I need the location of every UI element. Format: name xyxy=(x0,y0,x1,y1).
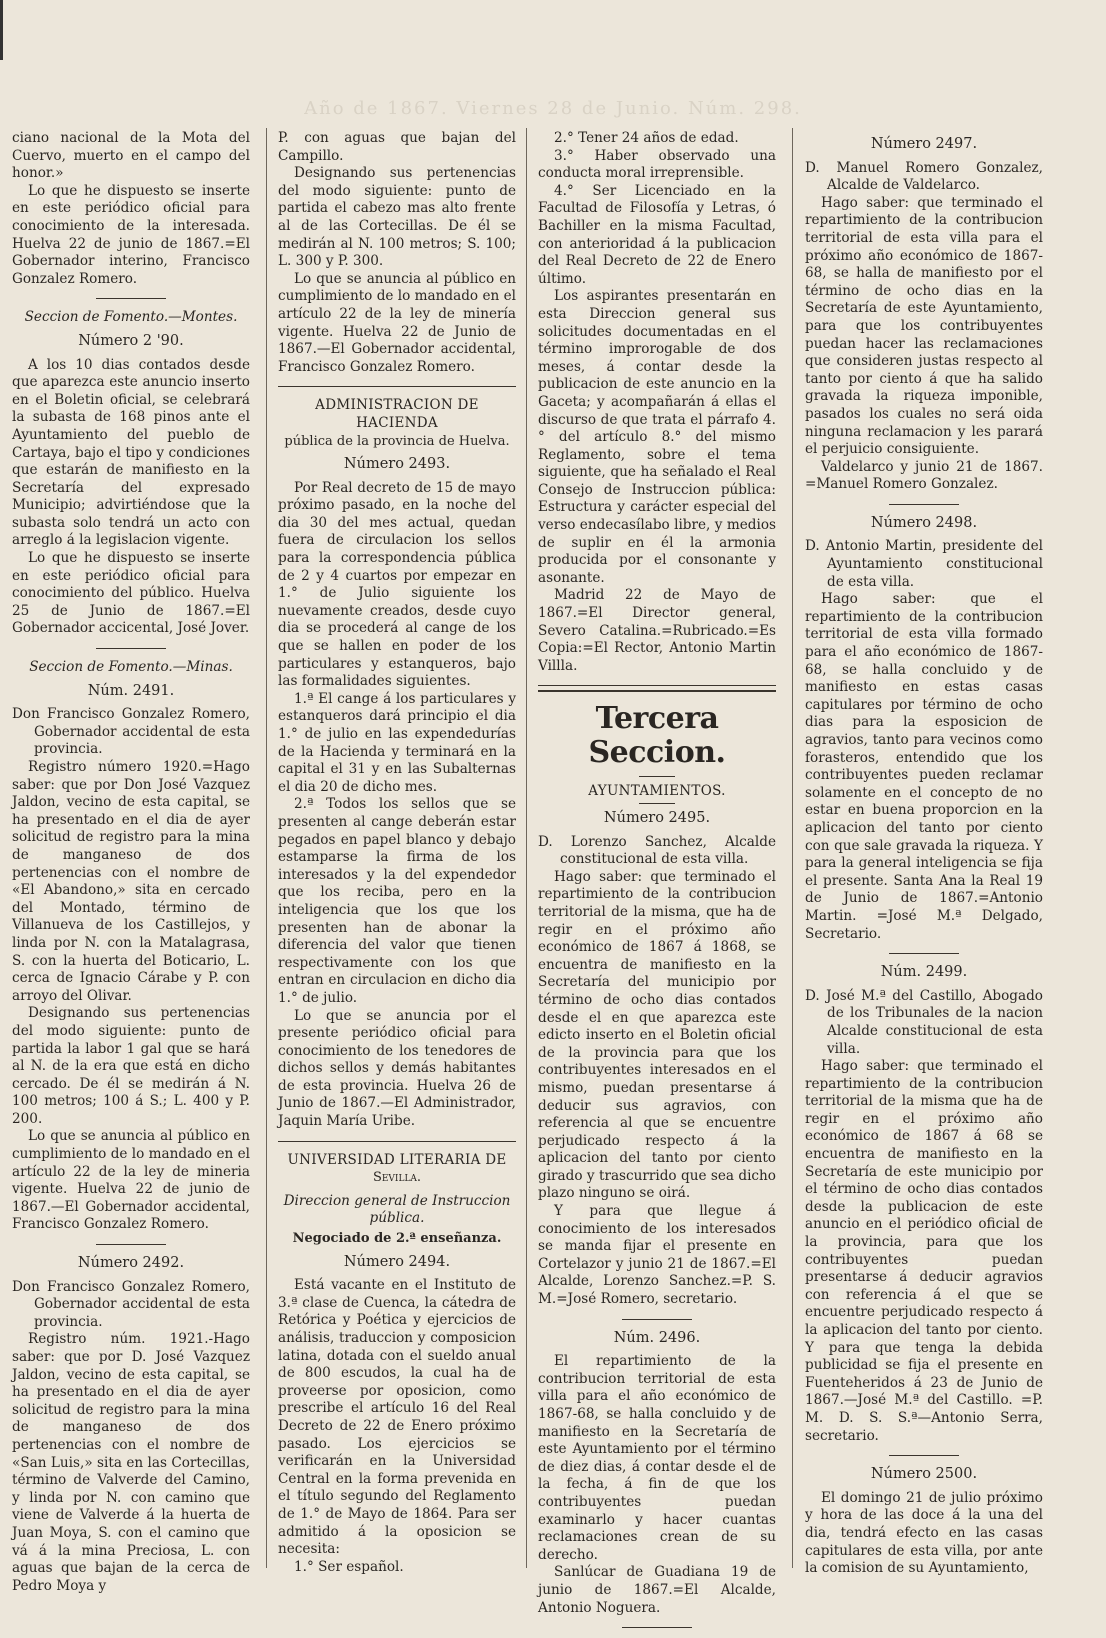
paragraph: Lo que se anuncia al público en cumplimiento de lo mandado en el artículo 22 de la ley de minería vigente. Huelva 22 de Junio de 1867.—El Gobernador accidental, Francisco Gonzalez Romero. xyxy=(278,270,516,375)
separator xyxy=(639,803,675,804)
paragraph: A los 10 dias contados desde que aparezca este anuncio inserto en el Boletin oficial, se celebrará la subasta de 168 pinos ante el Ayuntamiento del pueblo de Cartaya, bajo el tipo y condiciones que estarán de manifiesto en la Secretaría del expresado Municipio; advirtiéndose que la subasta solo tendrá un acto con arreglo á la legislacion vigente. xyxy=(12,356,250,549)
paragraph: Lo que se anuncia al público en cumplimiento de lo mandado en el artículo 22 de la ley de mineria vigente. Huelva 22 de junio de 1867.—El Gobernador accidental, Francisco Gonzalez Romero. xyxy=(12,1128,250,1233)
column-2 xyxy=(278,130,516,1576)
notice-issuer: D. Antonio Martin, presidente del Ayuntamiento constitucional de esta villa. xyxy=(805,538,1043,590)
notice-issuer: D. Lorenzo Sanchez, Alcalde constitucional de esta villa. xyxy=(538,833,776,868)
section-heading: Seccion de Fomento.—Minas. xyxy=(29,659,233,676)
notice-number: Núm. 2491. xyxy=(87,682,175,699)
section-subheader: pública de la provincia de Huelva. xyxy=(284,433,510,449)
paragraph: Y para que llegue á conocimiento de los interesados se manda fijar el presente en Cortelazor y junio 21 de 1867.=El Alcalde, Lorenzo Sanchez.=P. S. M.=José Romero, secretario. xyxy=(538,1203,776,1308)
paragraph: 3.° Haber observado una conducta moral irreprensible. xyxy=(538,147,776,182)
paragraph: ciano nacional de la Mota del Cuervo, muerto en el campo del honor.» xyxy=(12,130,250,182)
separator xyxy=(96,648,166,649)
paragraph: Hago saber: que terminado el repartimiento de la contribucion territorial de la misma que ha de regir en el próximo año económico de 1867 á 68 se encuentra de manifiesto en la Secretaría de este municipio por el término de ocho dias contados desde la publicacion de este anuncio en el periódico oficial de la provincia, para que los contribuyentes puedan presentarse á deducir agravios con referencia á el que se encuentre perjudicado respecto á la aplicacion del tanto por ciento. Y para que tenga la debida publicidad se fija el presente en Fuenteheridos á 23 de Junio de 1867.—José M.ª del Castillo. =P. M. D. S. S.ª—Antonio Serra, secretario. xyxy=(805,1058,1043,1444)
column-1 xyxy=(12,130,250,1595)
notice-issuer: Don Francisco Gonzalez Romero, Gobernador accidental de esta provincia. xyxy=(12,1278,250,1330)
section-heading: Seccion de Fomento.—Montes. xyxy=(24,309,238,326)
separator xyxy=(278,1141,516,1142)
paragraph: Los aspirantes presentarán en esta Direccion general sus solicitudes documentadas en el término improrogable de dos meses, á contar desde la publicacion de este anuncio en la Gaceta; y acompañarán á ellas el discurso de que trata el párrafo 4.° del artículo 8.° del mismo Reglamento, sobre el tema siguiente, que ha señalado el Real Consejo de Instruccion pública: Estructura y carácter especial del verso endecasílabo libre, y medios de suplir en él la armonia producida por el consonante y asonante. xyxy=(538,288,776,586)
paragraph: El repartimiento de la contribucion territorial de esta villa para el año económico de 1867-68, se halla concluido y de manifiesto en la Secretaría de este Ayuntamiento por el término de diez dias, á contar desde el de la fecha, á fin de que los contribuyentes puedan examinarlo y hacer cuantas reclamaciones crean de su derecho. xyxy=(538,1353,776,1563)
section-header: ADMINISTRACION DE HACIENDA xyxy=(315,397,479,431)
notice-issuer: Don Francisco Gonzalez Romero, Gobernador accidental de esta provincia. xyxy=(12,706,250,758)
paragraph: El domingo 21 de julio próximo y hora de las doce á la una del dia, tendrá efecto en las casas capitulares de esta villa, por ante la comision de su Ayuntamiento, xyxy=(805,1489,1043,1577)
separator xyxy=(639,776,675,777)
paragraph: Lo que he dispuesto se inserte en este periódico oficial para conocimiento de la interesada. Huelva 22 de junio de 1867.=El Gobernador interino, Francisco Gonzalez Romero. xyxy=(12,182,250,287)
left-edge-mark xyxy=(0,0,3,60)
separator xyxy=(889,953,959,954)
section-header: AYUNTAMIENTOS. xyxy=(588,783,726,800)
column-rule xyxy=(526,128,527,1568)
paragraph: Por Real decreto de 15 de mayo próximo pasado, en la noche del dia 30 del mes actual, quedan fuera de circulacion los sellos para la correspondencia pública de 2 y 4 cuartos por empezar en 1.° de Julio siguiente los nuevamente creados, desde cuyo dia se procederá al cange de los que se hallen en poder de los particulares y estanqueros, bajo las formalidades siguientes. xyxy=(278,479,516,690)
separator xyxy=(889,1455,959,1456)
notice-issuer: D. Manuel Romero Gonzalez, Alcalde de Valdelarco. xyxy=(805,159,1043,194)
notice-number: Número 2492. xyxy=(77,1255,185,1272)
notice-number: Núm. 2499. xyxy=(880,964,968,981)
faded-masthead: Año de 1867. Viernes 28 de Junio. Núm. 298. xyxy=(304,98,802,119)
paragraph: Sanlúcar de Guadiana 19 de junio de 1867.=El Alcalde, Antonio Noguera. xyxy=(538,1564,776,1616)
separator xyxy=(622,1319,692,1320)
paragraph: Designando sus pertenencias del modo siguiente: punto de partida el cabezo mas alto frente al de las Cortecillas. De él se medirán al N. 100 metros; S. 100; L. 300 y P. 300. xyxy=(278,165,516,270)
notice-number: Número 2498. xyxy=(870,514,978,531)
paragraph: P. con aguas que bajan del Campillo. xyxy=(278,130,516,164)
section-header: UNIVERSIDAD LITERARIA DE xyxy=(287,1151,507,1168)
paragraph: Registro número 1920.=Hago saber: que por Don José Vazquez Jaldon, vecino de esta capital, se ha presentado en el dia de ayer solicitud de registro para la mina de manganeso de dos pertenencias con el nombre de «El Abandono,» sita en cercado del Montado, término de Villanueva de los Castillejos, y linda por N. con la Matalagrasa, S. con la huerta del Boticario, L. cerca de Ignacio Cárabe y P. con arroyo del Olivar. xyxy=(12,759,250,1004)
notice-number: Número 2493. xyxy=(343,456,451,473)
department-heading: Negociado de 2.ª enseñanza. xyxy=(292,1231,502,1247)
notice-number: Número 2500. xyxy=(870,1466,978,1483)
column-rule xyxy=(792,128,793,1568)
section-title: Tercera Seccion. xyxy=(588,701,726,771)
separator xyxy=(278,386,516,387)
separator xyxy=(96,298,166,299)
paragraph: Lo que he dispuesto se inserte en este periódico oficial para conocimiento del público. Huelva 25 de Junio de 1867.=El Gobernador accicental, José Jover. xyxy=(12,550,250,637)
paragraph: 4.° Ser Licenciado en la Facultad de Filosofía y Letras, ó Bachiller en la misma Facultad, con anterioridad á la publicacion del Real Decreto de 22 de Enero último. xyxy=(538,182,776,287)
paragraph: 2.° Tener 24 años de edad. xyxy=(554,130,739,146)
paragraph: Designando sus pertenencias del modo siguiente: punto de partida la labor 1 gal que se hará al N. de la era que está en dicho cercado. De él se medirán á N. 100 metros; 100 á S.; L. 400 y P. 200. xyxy=(12,1005,250,1127)
notice-number: Número 2497. xyxy=(870,136,978,152)
section-heading: Direccion general de Instruccion pública. xyxy=(283,1192,511,1227)
double-separator xyxy=(538,685,776,692)
paragraph: Lo que se anuncia por el presente periódico oficial para conocimiento de los tenedores de dichos sellos y demás habitantes de esta provincia. Huelva 26 de Junio de 1867.—El Administrador, Jaquin María Uribe. xyxy=(278,1007,516,1130)
separator xyxy=(889,504,959,505)
paragraph: 1.° Ser español. xyxy=(294,1558,404,1575)
paragraph: 1.ª El cange á los particulares y estanqueros dará principio el dia 1.° de julio en las expendedurías de la Hacienda y terminará en la capital el 31 y en las Subalternas el dia 20 de dicho mes. xyxy=(278,690,516,795)
notice-number: Número 2494. xyxy=(343,1253,451,1270)
column-3 xyxy=(538,130,776,1638)
column-rule xyxy=(266,128,267,1568)
paragraph: Está vacante en el Instituto de 3.ª clase de Cuenca, la cátedra de Retórica y Poética y ejercicios de análisis, traduccion y composicion latina, dotada con el sueldo anual de 800 escudos, la cual ha de proveerse por oposicion, como prescribe el artículo 16 del Real Decreto de 22 de Enero próximo pasado. Los ejercicios se verificarán en la Universidad Central en la forma prevenida en el título segundo del Reglamento de 1.° de Mayo de 1864. Para ser admitido á la oposicion se necesita: xyxy=(278,1277,516,1558)
notice-issuer: D. José M.ª del Castillo, Abogado de los Tribunales de la nacion Alcalde constitucional de esta villa. xyxy=(805,987,1043,1057)
separator xyxy=(622,1627,692,1628)
paragraph: Hago saber: que terminado el repartimiento de la contribucion territorial de esta villa para el próximo año económico de 1867-68, se halla de manifiesto por el término de ocho dias en la Secretaría de este Ayuntamiento, para que los contribuyentes puedan hacer las reclamaciones que consideren justas respecto al tanto por ciento á que ha salido gravada la riqueza imponible, pasados los cuales no será oida ninguna reclamacion y les parará el perjuicio consiguiente. xyxy=(805,194,1043,458)
paragraph: Hago saber: que terminado el repartimiento de la contribucion territorial de la misma, que ha de regir en el próximo año económico de 1867 á 1868, se encuentra de manifiesto en la Secretaría del municipio por término de ocho dias contados desde el en que aparezca este edicto inserto en el Boletin oficial de la provincia para que los contribuyentes interesados en el mismo, puedan presentarse á deducir sus agravios, con referencia al que se encuentre perjudicado respecto á la aplicacion del tanto por ciento girado y trascurrido que sea dicho plazo ninguno se oirá. xyxy=(538,868,776,1202)
notice-number: Número 2 '90. xyxy=(78,332,184,349)
separator xyxy=(96,1244,166,1245)
notice-number: Número 2495. xyxy=(603,810,711,826)
notice-number: Núm. 2496. xyxy=(613,1329,701,1346)
column-4 xyxy=(805,130,1043,1578)
section-subheader: Sevilla. xyxy=(372,1170,422,1186)
paragraph: 2.ª Todos los sellos que se presenten al cange deberán estar pegados en papel blanco y debajo estamparse la firma de los interesados y la del expendedor que los reciba, pero en la inteligencia que los que los presenten han de abonar la diferencia del valor que tienen respectivamente con los que entran en circulacion en dicho dia 1.° de julio. xyxy=(278,796,516,1006)
paragraph: Valdelarco y junio 21 de 1867. =Manuel Romero Gonzalez. xyxy=(805,458,1043,493)
paragraph: Madrid 22 de Mayo de 1867.=El Director general, Severo Catalina.=Rubricado.=Es Copia:=El Rector, Antonio Martin Villla. xyxy=(538,587,776,674)
paragraph: Registro núm. 1921.-Hago saber: que por D. José Vazquez Jaldon, vecino de esta capital, se ha presentado en el dia de ayer solicitud de registro para la mina de manganeso de dos pertenencias con el nombre de «San Luis,» sita en las Cortecillas, término de Valverde del Camino, y linda por N. con camino que viene de Valverde á la huerta de Juan Moya, S. con el camino que vá á la mina Preciosa, L. con aguas que bajan de la cerca de Pedro Moya y xyxy=(12,1331,250,1594)
paragraph: Hago saber: que el repartimiento de la contribucion territorial de esta villa formado para el año económico de 1867-68, se halla concluido y de manifiesto en estas casas capitulares por término de ocho dias para la esposicion de agravios, tanto para vecinos como forasteros, entendido que los contribuyentes pueden reclamar solamente en el concepto de no estar en buena proporcion en la aplicacion del tanto por ciento con que sale gravada la riqueza. Y para la general inteligencia se fija el presente. Santa Ana la Real 19 de Junio de 1867.=Antonio Martin. =José M.ª Delgado, Secretario. xyxy=(805,591,1043,942)
